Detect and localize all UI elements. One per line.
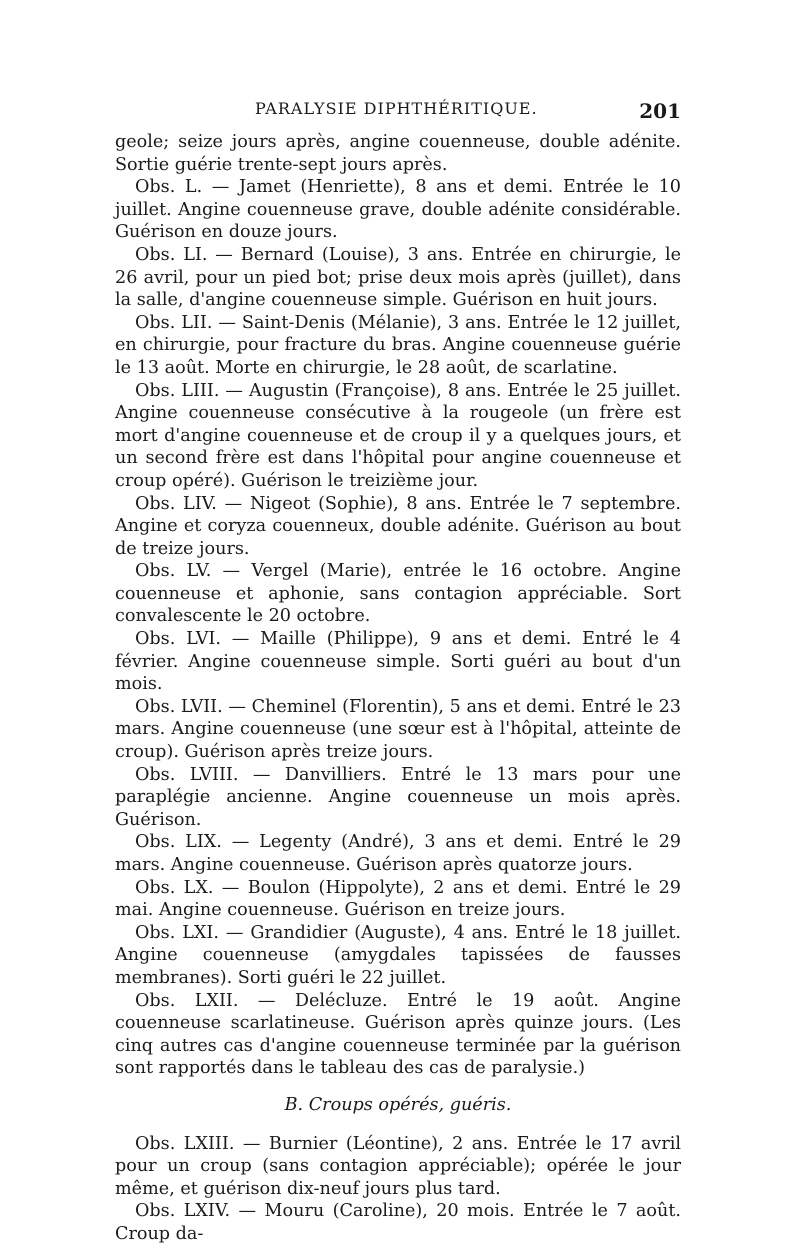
page-body <box>115 131 681 1246</box>
observation-paragraph: Obs. LIX. — Legenty (André), 3 ans et demi. Entré le 29 mars. Angine couenneuse. Guérison après quatorze jours. <box>115 832 681 875</box>
section-heading: B. Croups opérés, guéris. <box>284 1094 512 1115</box>
observation-paragraph: Obs. LII. — Saint-Denis (Mélanie), 3 ans. Entrée le 12 juillet, en chirurgie, pour fracture du bras. Angine couenneuse guérie le 13 août. Morte en chirurgie, le 28 août, de scarlatine. <box>115 312 681 378</box>
observation-paragraph: Obs. LXI. — Grandidier (Auguste), 4 ans. Entré le 18 juillet. Angine couenneuse (amygdales tapissées de fausses membranes). Sorti guéri le 22 juillet. <box>115 922 681 988</box>
page-number: 201 <box>639 99 681 123</box>
observation-paragraph: Obs. LIII. — Augustin (Françoise), 8 ans. Entrée le 25 juillet. Angine couenneuse consécutive à la rougeole (un frère est mort d'angine couenneuse et de croup il y a quelques jours, et un second frère est dans l'hôpital pour angine couenneuse et croup opéré). Guérison le treizième jour. <box>115 380 681 491</box>
running-title: PARALYSIE DIPHTHÉRITIQUE. <box>255 99 538 118</box>
observation-paragraph: Obs. L. — Jamet (Henriette), 8 ans et demi. Entrée le 10 juillet. Angine couenneuse grave, double adénite considérable. Guérison en douze jours. <box>115 177 681 243</box>
observation-paragraph: Obs. LV. — Vergel (Marie), entrée le 16 octobre. Angine couenneuse et aphonie, sans contagion appréciable. Sort convalescente le 20 octobre. <box>115 561 681 627</box>
observation-paragraph: Obs. LXIII. — Burnier (Léontine), 2 ans. Entrée le 17 avril pour un croup (sans contagion appréciable); opérée le jour même, et guérison dix-neuf jours plus tard. <box>115 1133 681 1199</box>
observation-paragraph: Obs. LI. — Bernard (Louise), 3 ans. Entrée en chirurgie, le 26 avril, pour un pied bot; prise deux mois après (juillet), dans la salle, d'angine couenneuse simple. Guérison en huit jours. <box>115 244 681 311</box>
observation-paragraph: Obs. LIV. — Nigeot (Sophie), 8 ans. Entrée le 7 septembre. Angine et coryza couenneux, double adénite. Guérison au bout de treize jours. <box>115 493 681 559</box>
observation-paragraph: Obs. LXII. — Delécluze. Entré le 19 août. Angine couenneuse scarlatineuse. Guérison après quinze jours. (Les cinq autres cas d'angine couenneuse terminée par la guérison sont rapportés dans le tableau des cas de paralysie.) <box>115 990 681 1079</box>
observation-paragraph: Obs. LX. — Boulon (Hippolyte), 2 ans et demi. Entré le 29 mai. Angine couenneuse. Guérison en treize jours. <box>115 877 681 921</box>
paragraph-continuation: geole; seize jours après, angine couenneuse, double adénite. Sortie guérie trente-sept jours après. <box>115 132 681 175</box>
observation-paragraph: Obs. LVI. — Maille (Philippe), 9 ans et demi. Entré le 4 février. Angine couenneuse simple. Sorti guéri au bout d'un mois. <box>115 629 681 695</box>
running-header <box>115 99 681 129</box>
observation-paragraph: Obs. LVII. — Cheminel (Florentin), 5 ans et demi. Entré le 23 mars. Angine couenneuse (une sœur est à l'hôpital, atteinte de croup). Guérison après treize jours. <box>115 696 681 763</box>
observation-paragraph: Obs. LVIII. — Danvilliers. Entré le 13 mars pour une paraplégie ancienne. Angine couenneuse un mois après. Guérison. <box>115 764 681 830</box>
observation-paragraph: Obs. LXIV. — Mouru (Caroline), 20 mois. Entrée le 7 août. Croup da- <box>115 1201 681 1244</box>
